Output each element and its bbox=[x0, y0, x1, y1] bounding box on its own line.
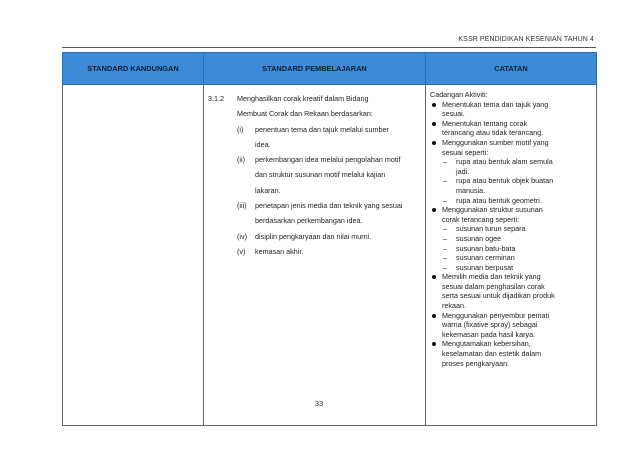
activity-sub-item: – susunan berpusat bbox=[442, 263, 592, 273]
learning-item bbox=[237, 229, 423, 244]
col-header-standard-pembelajaran: STANDARD PEMBELAJARAN bbox=[204, 53, 426, 85]
page-number: 33 bbox=[314, 399, 324, 408]
item-text: berdasarkan perkembangan idea. bbox=[255, 216, 363, 226]
item-text: lakaran. bbox=[255, 185, 281, 195]
learning-item bbox=[237, 244, 423, 259]
item-number: (iii) bbox=[237, 201, 247, 211]
activity-sub-item bbox=[442, 176, 592, 195]
activity-sub-item: – susunan turun separa bbox=[442, 224, 592, 234]
header-rule bbox=[62, 47, 596, 48]
activity-sub-item: – susunan batu-bata bbox=[442, 244, 592, 254]
activity-line: – rupa atau bentuk geometri. bbox=[456, 195, 542, 205]
activity-line: Mengutamakan kebersihan, bbox=[442, 339, 531, 349]
activity-heading: Cadangan Aktiviti: bbox=[430, 90, 488, 99]
activity-line: serta sesuai untuk dijadikan produk bbox=[442, 291, 555, 301]
standard-pembelajaran-cell bbox=[204, 85, 426, 426]
learning-standard-code: 3.1.2 bbox=[208, 94, 224, 103]
learning-item-continued bbox=[237, 137, 423, 152]
learning-item-continued bbox=[237, 183, 423, 198]
item-text: kemasan akhir. bbox=[255, 246, 304, 256]
standard-kandungan-cell bbox=[63, 85, 204, 426]
item-text: dan struktur susunan motif melalui kajian bbox=[255, 170, 386, 180]
learning-item bbox=[237, 122, 423, 137]
table-header-row bbox=[63, 53, 597, 85]
activity-line: manusia. bbox=[456, 185, 486, 195]
activity-line: warna (fixative spray) sebagai bbox=[442, 320, 538, 330]
activity-line: Menggunakan penyembur pemati bbox=[442, 310, 550, 320]
table-row bbox=[63, 85, 597, 426]
curriculum-table bbox=[62, 52, 597, 426]
activity-line: Memilih media dan teknik yang bbox=[442, 272, 541, 282]
activity-sub-item bbox=[442, 196, 592, 206]
document-header: KSSR PENDIDIKAN KESENIAN TAHUN 4 bbox=[458, 36, 594, 43]
learning-standard-line: Menghasilkan corak kreatif dalam Bidang bbox=[237, 94, 369, 103]
col-header-standard-kandungan: STANDARD KANDUNGAN bbox=[63, 53, 204, 85]
activity-bullet bbox=[430, 119, 592, 138]
item-text: penetapan jenis media dan teknik yang sesuai bbox=[255, 201, 403, 211]
col-header-catatan: CATATAN bbox=[426, 53, 597, 85]
activity-line: keselamatan dan estetik dalam bbox=[442, 349, 542, 359]
learning-item-continued bbox=[237, 213, 423, 228]
activity-bullet bbox=[430, 339, 592, 368]
item-number: (i) bbox=[237, 124, 244, 134]
activity-bullet bbox=[430, 272, 592, 310]
activity-line: sesuai dalam penghasilan corak bbox=[442, 281, 545, 291]
activity-line: proses pengkaryaan. bbox=[442, 358, 510, 368]
activity-line: Menggunakan struktur susunan bbox=[442, 205, 543, 215]
activity-line: Menentukan tentang corak bbox=[442, 118, 528, 128]
activity-sub-item: – susunan cerminan bbox=[442, 253, 592, 263]
catatan-cell bbox=[426, 85, 597, 426]
learning-standard-line: Membuat Corak dan Rekaan berdasarkan: bbox=[237, 109, 373, 119]
item-text: idea. bbox=[255, 139, 271, 149]
activity-line: sesuai seperti: bbox=[442, 147, 489, 157]
activity-sub-item bbox=[442, 157, 592, 176]
activity-line: – rupa atau bentuk alam semula bbox=[456, 157, 553, 167]
item-text: perkembangan idea melalui pengolahan motif bbox=[255, 155, 401, 165]
item-text: disiplin pengkaryaan dan nilai murni. bbox=[255, 231, 372, 241]
activity-bullet bbox=[430, 138, 592, 205]
item-number: (ii) bbox=[237, 155, 245, 165]
activity-line: Menentukan tema dan tajuk yang bbox=[442, 99, 549, 109]
activity-line: – rupa atau bentuk objek buatan bbox=[456, 176, 554, 186]
activity-bullet bbox=[430, 100, 592, 119]
activity-line: Menggunakan sumber motif yang bbox=[442, 137, 549, 147]
activity-line: terancang atau tidak terancang. bbox=[442, 128, 544, 138]
activity-line: kekemasan pada hasil karya. bbox=[442, 329, 536, 339]
item-number: (iv) bbox=[237, 231, 247, 241]
activity-line: sesuai. bbox=[442, 109, 465, 119]
activity-bullet bbox=[430, 205, 592, 272]
activity-bullet bbox=[430, 311, 592, 340]
learning-item bbox=[237, 152, 423, 167]
learning-item-continued bbox=[237, 167, 423, 182]
activity-line: jadi. bbox=[456, 166, 470, 176]
activity-sub-item: – susunan ogee bbox=[442, 234, 592, 244]
activity-line: rekaan. bbox=[442, 301, 466, 311]
activity-line: corak terancang seperti: bbox=[442, 214, 520, 224]
item-number: (v) bbox=[237, 246, 246, 256]
item-text: penentuan tema dan tajuk melalui sumber bbox=[255, 124, 389, 134]
learning-item bbox=[237, 198, 423, 213]
